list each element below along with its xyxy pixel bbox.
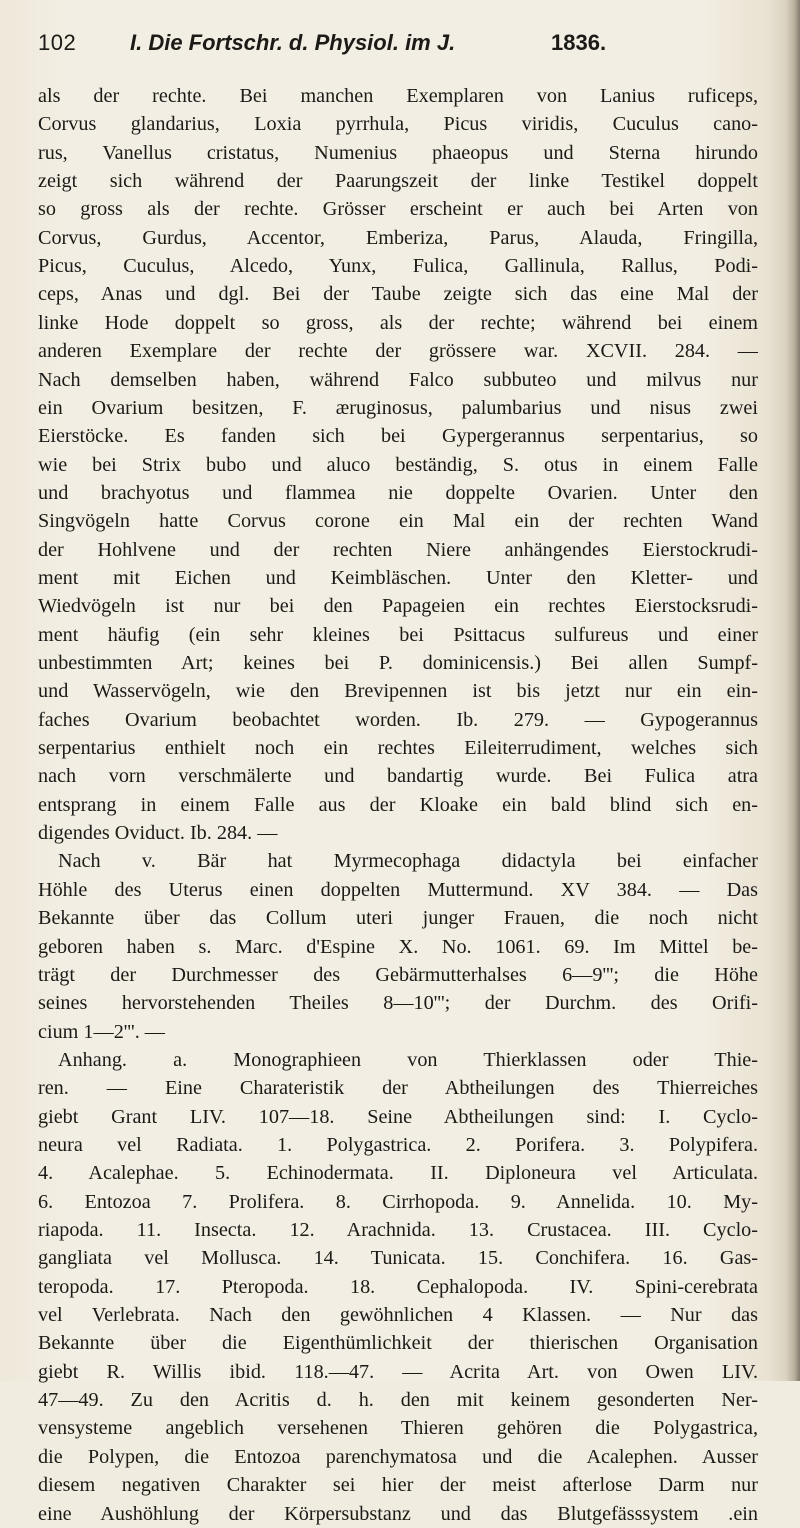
text-line: vel Verlebrata. Nach den gewöhnlichen 4 Klassen. — Nur das xyxy=(38,1304,758,1327)
text-line: Bekannte über die Eigenthümlichkeit der thierischen Organisation xyxy=(38,1332,758,1355)
text-line: anderen Exemplare der rechte der grössere war. XCVII. 284. — xyxy=(38,340,758,363)
text-line: Höhle des Uterus einen doppelten Muttermund. XV 384. — Das xyxy=(38,878,758,901)
text-line: Corvus glandarius, Loxia pyrrhula, Picus viridis, Cuculus cano- xyxy=(38,113,758,136)
text-line: zeigt sich während der Paarungszeit der linke Testikel doppelt xyxy=(38,170,758,193)
text-line: Corvus, Gurdus, Accentor, Emberiza, Parus, Alauda, Fringilla, xyxy=(38,226,758,249)
text-line: vensysteme angeblich versehenen Thieren gehören die Polygastrica, xyxy=(38,1417,758,1440)
text-line: eine Aushöhlung der Körpersubstanz und das Blutgefässsystem .ein xyxy=(38,1502,758,1525)
page-header xyxy=(38,22,758,62)
running-title: I. Die Fortschr. d. Physiol. im J. xyxy=(130,30,456,55)
text-line: ein Ovarium besitzen, F. æruginosus, palumbarius und nisus zwei xyxy=(38,396,758,419)
text-line: giebt R. Willis ibid. 118.—47. — Acrita Art. von Owen LIV. xyxy=(38,1360,758,1383)
text-line: gangliata vel Mollusca. 14. Tunicata. 15. Conchifera. 16. Gas- xyxy=(38,1247,758,1270)
text-line: ment häufig (ein sehr kleines bei Psittacus sulfureus und einer xyxy=(38,623,758,646)
text-line: 47—49. Zu den Acritis d. h. den mit keinem gesonderten Ner- xyxy=(38,1389,758,1412)
running-year: 1836. xyxy=(551,30,607,55)
text-line: nach vorn verschmälerte und bandartig wurde. Bei Fulica atra xyxy=(38,765,758,788)
text-line: neura vel Radiata. 1. Polygastrica. 2. Porifera. 3. Polypifera. xyxy=(38,1133,758,1156)
text-line: Eierstöcke. Es fanden sich bei Gypergerannus serpentarius, so xyxy=(38,425,758,448)
text-line: geboren haben s. Marc. d'Espine X. No. 1061. 69. Im Mittel be- xyxy=(38,935,758,958)
text-line: Bekannte über das Collum uteri junger Frauen, die noch nicht xyxy=(38,907,758,930)
text-line: Wiedvögeln ist nur bei den Papageien ein rechtes Eierstocksrudi- xyxy=(38,595,758,618)
text-line: entsprang in einem Falle aus der Kloake ein bald blind sich en- xyxy=(38,793,758,816)
text-line: 4. Acalephae. 5. Echinodermata. II. Diploneura vel Articulata. xyxy=(38,1162,758,1185)
text-line: ceps, Anas und dgl. Bei der Taube zeigte sich das eine Mal der xyxy=(38,283,758,306)
text-line: so gross als der rechte. Grösser erscheint er auch bei Arten von xyxy=(38,198,758,221)
text-line: als der rechte. Bei manchen Exemplaren von Lanius ruficeps, xyxy=(38,85,758,107)
text-line: 6. Entozoa 7. Prolifera. 8. Cirrhopoda. 9. Annelida. 10. My- xyxy=(38,1190,758,1213)
text-line: ment mit Eichen und Keimbläschen. Unter den Kletter- und xyxy=(38,566,758,589)
text-line: linke Hode doppelt so gross, als der rechte; während bei einem xyxy=(38,311,758,334)
text-line: der Hohlvene und der rechten Niere anhängendes Eierstockrudi- xyxy=(38,538,758,561)
text-line: teropoda. 17. Pteropoda. 18. Cephalopoda. IV. Spini-cerebrata xyxy=(38,1275,758,1298)
text-line: digendes Oviduct. Ib. 284. — xyxy=(38,822,278,845)
text-line: Nach v. Bär hat Myrmecophaga didactyla bei einfacher xyxy=(58,850,758,873)
text-line: ren. — Eine Charateristik der Abtheilungen des Thierreiches xyxy=(38,1077,758,1100)
text-line: trägt der Durchmesser des Gebärmutterhalses 6—9'''; die Höhe xyxy=(38,963,758,986)
text-line: faches Ovarium beobachtet worden. Ib. 279. — Gypogerannus xyxy=(38,708,758,731)
text-line: und Wasservögeln, wie den Brevipennen ist bis jetzt nur ein ein- xyxy=(38,680,758,703)
text-line: und brachyotus und flammea nie doppelte Ovarien. Unter den xyxy=(38,481,758,504)
text-line: Nach demselben haben, während Falco subbuteo und milvus nur xyxy=(38,368,758,391)
text-line: Picus, Cuculus, Alcedo, Yunx, Fulica, Gallinula, Rallus, Podi- xyxy=(38,255,758,278)
page-number: 102 xyxy=(38,30,77,55)
text-line: seines hervorstehenden Theiles 8—10'''; der Durchm. des Orifi- xyxy=(38,992,758,1015)
text-line: rus, Vanellus cristatus, Numenius phaeopus und Sterna hirundo xyxy=(38,141,758,164)
text-line: diesem negativen Charakter sei hier der meist afterlose Darm nur xyxy=(38,1474,758,1497)
text-line: wie bei Strix bubo und aluco beständig, S. otus in einem Falle xyxy=(38,453,758,476)
text-line: cium 1—2'''. — xyxy=(38,1020,165,1043)
text-line: Singvögeln hatte Corvus corone ein Mal ein der rechten Wand xyxy=(38,510,758,533)
text-line: riapoda. 11. Insecta. 12. Arachnida. 13. Crustacea. III. Cyclo- xyxy=(38,1219,758,1241)
text-line: Anhang. a. Monographieen von Thierklassen oder Thie- xyxy=(58,1048,758,1071)
text-line: die Polypen, die Entozoa parenchymatosa und die Acalephen. Ausser xyxy=(38,1445,758,1468)
text-line: giebt Grant LIV. 107—18. Seine Abtheilungen sind: I. Cyclo- xyxy=(38,1105,758,1128)
text-line: unbestimmten Art; keines bei P. dominicensis.) Bei allen Sumpf- xyxy=(38,652,758,674)
page-edge-shadow xyxy=(786,0,800,1381)
text-line: serpentarius enthielt noch ein rechtes Eileiterrudiment, welches sich xyxy=(38,737,758,760)
